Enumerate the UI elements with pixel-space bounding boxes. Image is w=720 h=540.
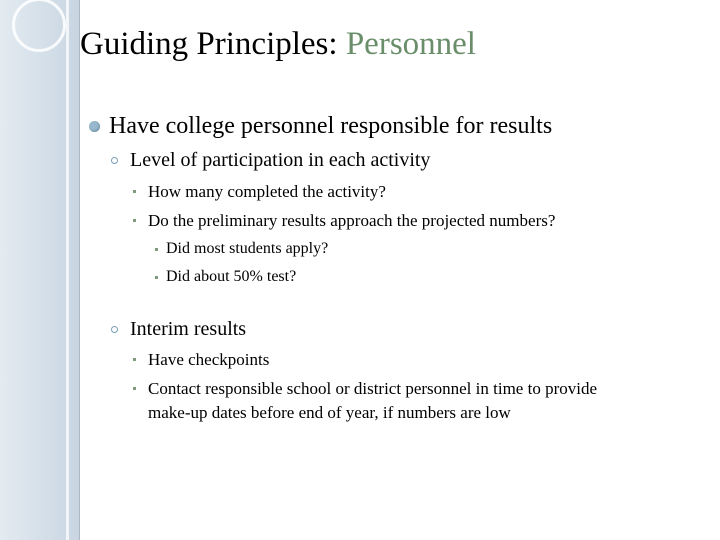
bullet-item-l3: Have checkpoints (148, 350, 270, 369)
bullet-item-l4: Did about 50% test? (166, 268, 297, 285)
bullet-square-icon (133, 358, 136, 361)
bullet-square-icon (155, 248, 158, 251)
bullet-ring-icon (111, 157, 118, 164)
sidebar-decoration (0, 0, 80, 540)
bullet-square-icon (133, 387, 136, 390)
bullet-dot-icon (89, 121, 100, 132)
bullet-square-icon (133, 219, 136, 222)
bullet-ring-icon (111, 326, 118, 333)
slide-title (80, 24, 476, 64)
bullet-item-l2: Level of participation in each activity (130, 149, 431, 171)
bullet-item-l3: Do the preliminary results approach the projected numbers? (148, 211, 556, 230)
title-accent: Personnel (345, 26, 476, 62)
decorative-circle (12, 0, 66, 52)
bullet-item-l3-continuation: make-up dates before end of year, if numbers are low (148, 403, 511, 422)
bullet-item-l3: Contact responsible school or district personnel in time to provide (148, 379, 597, 398)
bullet-item-l1: Have college personnel responsible for results (109, 113, 553, 139)
bullet-item-l4: Did most students apply? (166, 240, 329, 257)
bullet-item-l2: Interim results (130, 318, 247, 340)
bullet-square-icon (133, 190, 136, 193)
title-prefix: Guiding Principles: (80, 26, 346, 62)
bullet-item-l3: How many completed the activity? (148, 182, 386, 201)
sidebar-stripe (66, 0, 69, 540)
bullet-square-icon (155, 276, 158, 279)
